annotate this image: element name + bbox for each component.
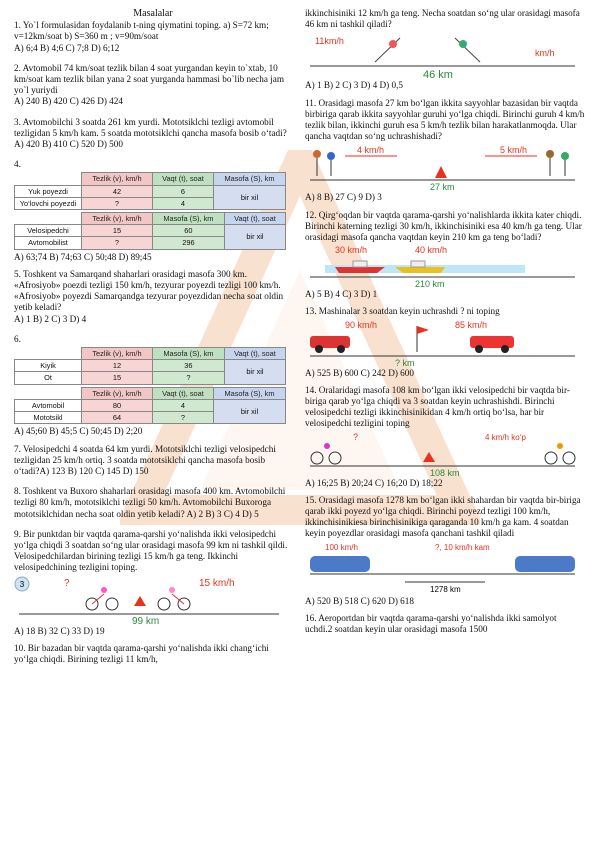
answer-options: A) 520 B) 518 C) 620 D) 618 (305, 595, 414, 606)
speed-label: 40 km/h (415, 245, 448, 256)
distance-label: 46 km (423, 69, 453, 81)
question-10-continued: ikkinchisiniki 12 km/h ga teng. Necha soatdan so‘ng ular orasidagi masofa 46 km ni tashkil qiladi? 11km/h km/h 46 km A) 1 B) 2 C) 3 D) 4 D) 0,5 (305, 8, 585, 92)
boat-icon (335, 261, 385, 273)
cyclist-icon (545, 443, 575, 464)
right-column (305, 8, 585, 644)
meeting-point-icon (435, 166, 447, 178)
distance-label: 1278 km (430, 584, 461, 594)
train-icon (515, 556, 575, 572)
answer-options: A) 45;60 B) 45;5 C) 50;45 D) 2;20 (14, 426, 143, 437)
figure-tourists-q11 (305, 142, 580, 192)
distance-label: ? km (395, 357, 415, 368)
table-row: Avtomobil 80 4 bir xil (15, 399, 286, 411)
figure-skiers-q10 (305, 30, 580, 80)
figure-cyclists-q9 (14, 574, 284, 626)
figure-cars-q13 (305, 318, 580, 368)
speed-difference-label: 4 km/h ko‘p (485, 432, 526, 442)
cyclist-icon (86, 587, 118, 610)
question-15: 15. Orasidagi masofa 1278 km bo‘lgan ikki shahardan bir vaqtda bir-biriga qarab ikki poyezd yo‘lga chiqdi. Birinchi poyezd tezligi 100 km/h, ikkinchisinikiesa birinchisinikiga qaraganda 10 km/h ga kam. 4 soatdan keyin poyezdlar orasidagi masofa qanchani tashkil qiladi 100 km/h ?, 10 km/h kam 1278 km A) 520 B) 518 C) 620 D) 618 (305, 495, 585, 607)
question-6: 6. Tezlik (v), km/h Masofa (S), km Vaqt (t), soat Kiyik 12 36 bir xil Ot 15 ? Tezlik (v), km/h Vaqt (t), soat Masofa (S), km Avtomobil 80 4 bir xil Mototsikl 64 ? A) 45;60 B) 45;5 C) 50;45 D) 2;20 (14, 334, 292, 438)
question-13: 13. Mashinalar 3 soatdan keyin uchrashdi ? ni toping 90 km/h 85 km/h ? km A) 525 B) 600 C) 242 D) 600 (305, 306, 585, 378)
question-2: 2. Avtomobil 74 km/soat tezlik bilan 4 soat yurgandan keyin to`xtab, 10 km/soat kam tezlik bilan yana 2 soat yurganda hammasi bo`lib necha jam yo`l yuriydi A) 240 B) 420 C) 426 D) 424 (14, 63, 292, 108)
table-row: Yuk poyezdi 42 6 bir xil (15, 185, 286, 197)
question-16: 16. Aeroportdan bir vaqtda qarama-qarshi yo‘nalishda ikki samolyot uchdi.2 soatdan keyin ular orasidagi masofa 1500 (305, 612, 557, 635)
answer-options: A) 8 B) 27 C) 9 D) 3 (305, 192, 382, 203)
table-4b: Tezlik (v), km/h Masofa (S), km Vaqt (t), soat Velosipedchi 15 60 bir xil Avtomobilist ? 296 (14, 212, 286, 250)
question-10: 10. Bir bazadan bir vaqtda qarama-qarshi yo‘nalishda ikki chang‘ichi yo‘lga chiqdi. Birining tezligi 11 km/h, (14, 642, 269, 664)
question-7: 7. Velosipedchi 4 soatda 64 km yurdi. Mototsiklchi tezligi velosipedchi tezligidan 25 km/h ortiq. 3 soatda mototsiklchi qancha masofa bosib o‘tadi?A) 123 B) 120 C) 145 D) 150 (14, 443, 276, 476)
unknown-speed-label: ? (64, 577, 70, 589)
answer-options: A) 5 B) 4 C) 3 D) 1 (305, 289, 378, 300)
figure-trains-q15 (305, 540, 580, 596)
cyclist-icon (158, 587, 190, 610)
table-row: Kiyik 12 36 bir xil (15, 360, 286, 372)
speed-label: 30 km/h (335, 245, 368, 256)
table-row: Yo‘lovchi poyezdi ? 4 (15, 197, 286, 209)
question-8: 8. Toshkent va Buxoro shaharlari orasidagi masofa 400 km. Avtomobilchi tezligi 80 km/h, mototsiklchi tezligi 50 km/h. Avtomobilchi Buxoroga mototsiklchidan necha soat oldin yetib keladi? A) 2 B) 3 C) 4 D) 5 (14, 486, 286, 519)
speed-label: 5 km/h (500, 145, 528, 156)
answer-options: A) 18 B) 32 C) 33 D) 19 (14, 625, 105, 636)
table-row: Mototsikl 64 ? (15, 412, 286, 424)
skier-icon (375, 38, 400, 62)
skier-icon (455, 38, 480, 62)
question-11: 11. Orasidagi masofa 27 km bo‘lgan ikkita sayyohlar bazasidan bir vaqtda birbiriga qarab ikkita sayyohlar guruhi yo‘lga chiqdi. Birinchi guruh 4 km/h tezlik bilan, ikkinchi guruh esa 5 km/h tezlik bilan harakatlanmoqda. Ular qancha vaqtdan so‘ng uchrashishadi? 4 km/h 5 km/h 27 km A) 8 B) 27 C) 9 D) 3 (305, 97, 585, 203)
distance-label: 108 km (430, 467, 460, 478)
hikers-icon (313, 150, 335, 176)
distance-label: 210 km (415, 279, 445, 290)
answer-options: A) 6;4 B) 4;6 C) 7;8 D) 6;12 (14, 42, 120, 53)
speed-label: 90 km/h (345, 319, 378, 330)
answer-options: A) 63;74 B) 74;63 C) 50;48 D) 89;45 (14, 251, 152, 262)
question-9: 9. Bir punktdan bir vaqtda qarama-qarshi yo‘nalishda ikki velosipedchi yo‘lga chiqdi 3 soatdan so‘ng ular orasidagi masofa 99 km ni tashkil qildi. Velosipedchilardan birining tezligi 15 km/h ga teng. Ikkinchi velosipedchining tezligini toping. 3 ? 15 km/h 99 km A) 18 B) 32 C) 33 D) 19 (14, 529, 292, 637)
question-14: 14. Oralaridagi masofa 108 km bo‘lgan ikki velosipedchi bir vaqtda bir-biriga qarab yo‘lga chiqdi va 3 soatdan keyin uchrashishdi. Birinchi velosipedchi tezligi ikkinchisinikidan 4 km/h ortiq bo‘lsa, har bir velosipedchi tezligini toping ? 4 km/h ko‘p 108 km A) 16;25 B) 20;24 C) 16;20 D) 18;22 (305, 385, 585, 489)
unknown-speed-label: ? (353, 431, 359, 442)
question-4: 4. Tezlik (v), km/h Vaqt (t), soat Masofa (S), km Yuk poyezdi 42 6 bir xil Yo‘lovchi poyezdi ? 4 Tezlik (v), km/h Masofa (S), km Vaqt (t), soat Velosipedchi 15 60 bir xil Avtomobilist ? 296 A) 63;74 B) 74;63 C) 50;48 D) 89;45 (14, 159, 292, 263)
page-title: Masalalar (133, 8, 173, 19)
speed-label: 4 km/h (357, 145, 385, 156)
answer-options: A) 1 B) 2 C) 3 D) 4 D) 0,5 (305, 80, 403, 91)
speed-label: 85 km/h (455, 319, 488, 330)
answer-options: A) 525 B) 600 C) 242 D) 600 (305, 367, 414, 378)
question-12: 12. Qirg‘oqdan bir vaqtda qarama-qarshi yo‘nalishlarda ikkita kater chiqdi. Birinchi katerning tezligi 30 km/h, ikkinchisiniki esa 40 km/h ga teng. Ular orasidagi masofa qancha vaqtdan keyin 210 km ga teng bo‘ladi? 30 km/h 40 km/h 210 km A) 5 B) 4 C) 3 D) 1 (305, 210, 585, 301)
flag-icon (417, 326, 429, 352)
question-1: 1. Yo`l formulasidan foydalanib t-ning qiymatini toping. a) S=72 km; v=12km/soat b) S=360 m ; v=90m/soat A) 6;4 B) 4;6 C) 7;8 D) 6;12 (14, 20, 292, 54)
time-label: 3 (19, 579, 25, 589)
hikers-icon (546, 150, 569, 176)
distance-label: 99 km (132, 615, 160, 626)
figure-boats-q12 (305, 243, 580, 289)
speed-label: 15 km/h (199, 577, 235, 589)
cyclist-icon (311, 443, 341, 464)
table-6b: Tezlik (v), km/h Vaqt (t), soat Masofa (S), km Avtomobil 80 4 bir xil Mototsikl 64 ? (14, 387, 286, 425)
car-icon (470, 336, 514, 353)
left-column (14, 8, 292, 674)
distance-label: 27 km (430, 182, 455, 193)
table-row: Velosipedchi 15 60 bir xil (15, 225, 286, 237)
table-row: Avtomobilist ? 296 (15, 237, 286, 249)
speed-label: km/h (535, 48, 555, 59)
speed-label: 100 km/h (325, 542, 358, 552)
meeting-point-icon (423, 452, 435, 462)
table-row: Ot 15 ? (15, 372, 286, 384)
answer-options: A) 16;25 B) 20;24 C) 16;20 D) 18;22 (305, 477, 443, 488)
question-5: 5. Toshkent va Samarqand shaharlari orasidagi masofa 300 km. «Afrosiyob» poezdi tezligi 150 km/h, tezyurar poyezdi tezligi 100 km/h. «Afrosiyob» poyezdi Samarqandga tezyurar poyezdidan necha soat oldin yetib keladi? A) 1 B) 2 C) 3 D) 4 (14, 269, 292, 325)
answer-options: A) 240 B) 420 C) 426 D) 424 (14, 96, 123, 107)
train-icon (310, 556, 370, 572)
table-6a: Tezlik (v), km/h Masofa (S), km Vaqt (t), soat Kiyik 12 36 bir xil Ot 15 ? (14, 347, 286, 385)
table-4a: Tezlik (v), km/h Vaqt (t), soat Masofa (S), km Yuk poyezdi 42 6 bir xil Yo‘lovchi poyezdi ? 4 (14, 172, 286, 210)
speed-label: 11km/h (315, 36, 344, 47)
speed-label: ?, 10 km/h kam (435, 542, 490, 552)
figure-cyclists-q14 (305, 430, 580, 478)
question-3: 3. Avtomobilchi 3 soatda 261 km yurdi. Mototsiklchi tezligi avtomobil tezligidan 5 km/h kam. 5 soatda mototsiklchi qancha masofa bosib o‘tadi? A) 420 B) 410 C) 520 D) 500 (14, 116, 287, 150)
answer-options: A) 1 B) 2 C) 3 D) 4 (14, 313, 87, 324)
car-icon (310, 336, 350, 353)
start-point-icon (134, 596, 146, 606)
boat-icon (395, 261, 445, 273)
